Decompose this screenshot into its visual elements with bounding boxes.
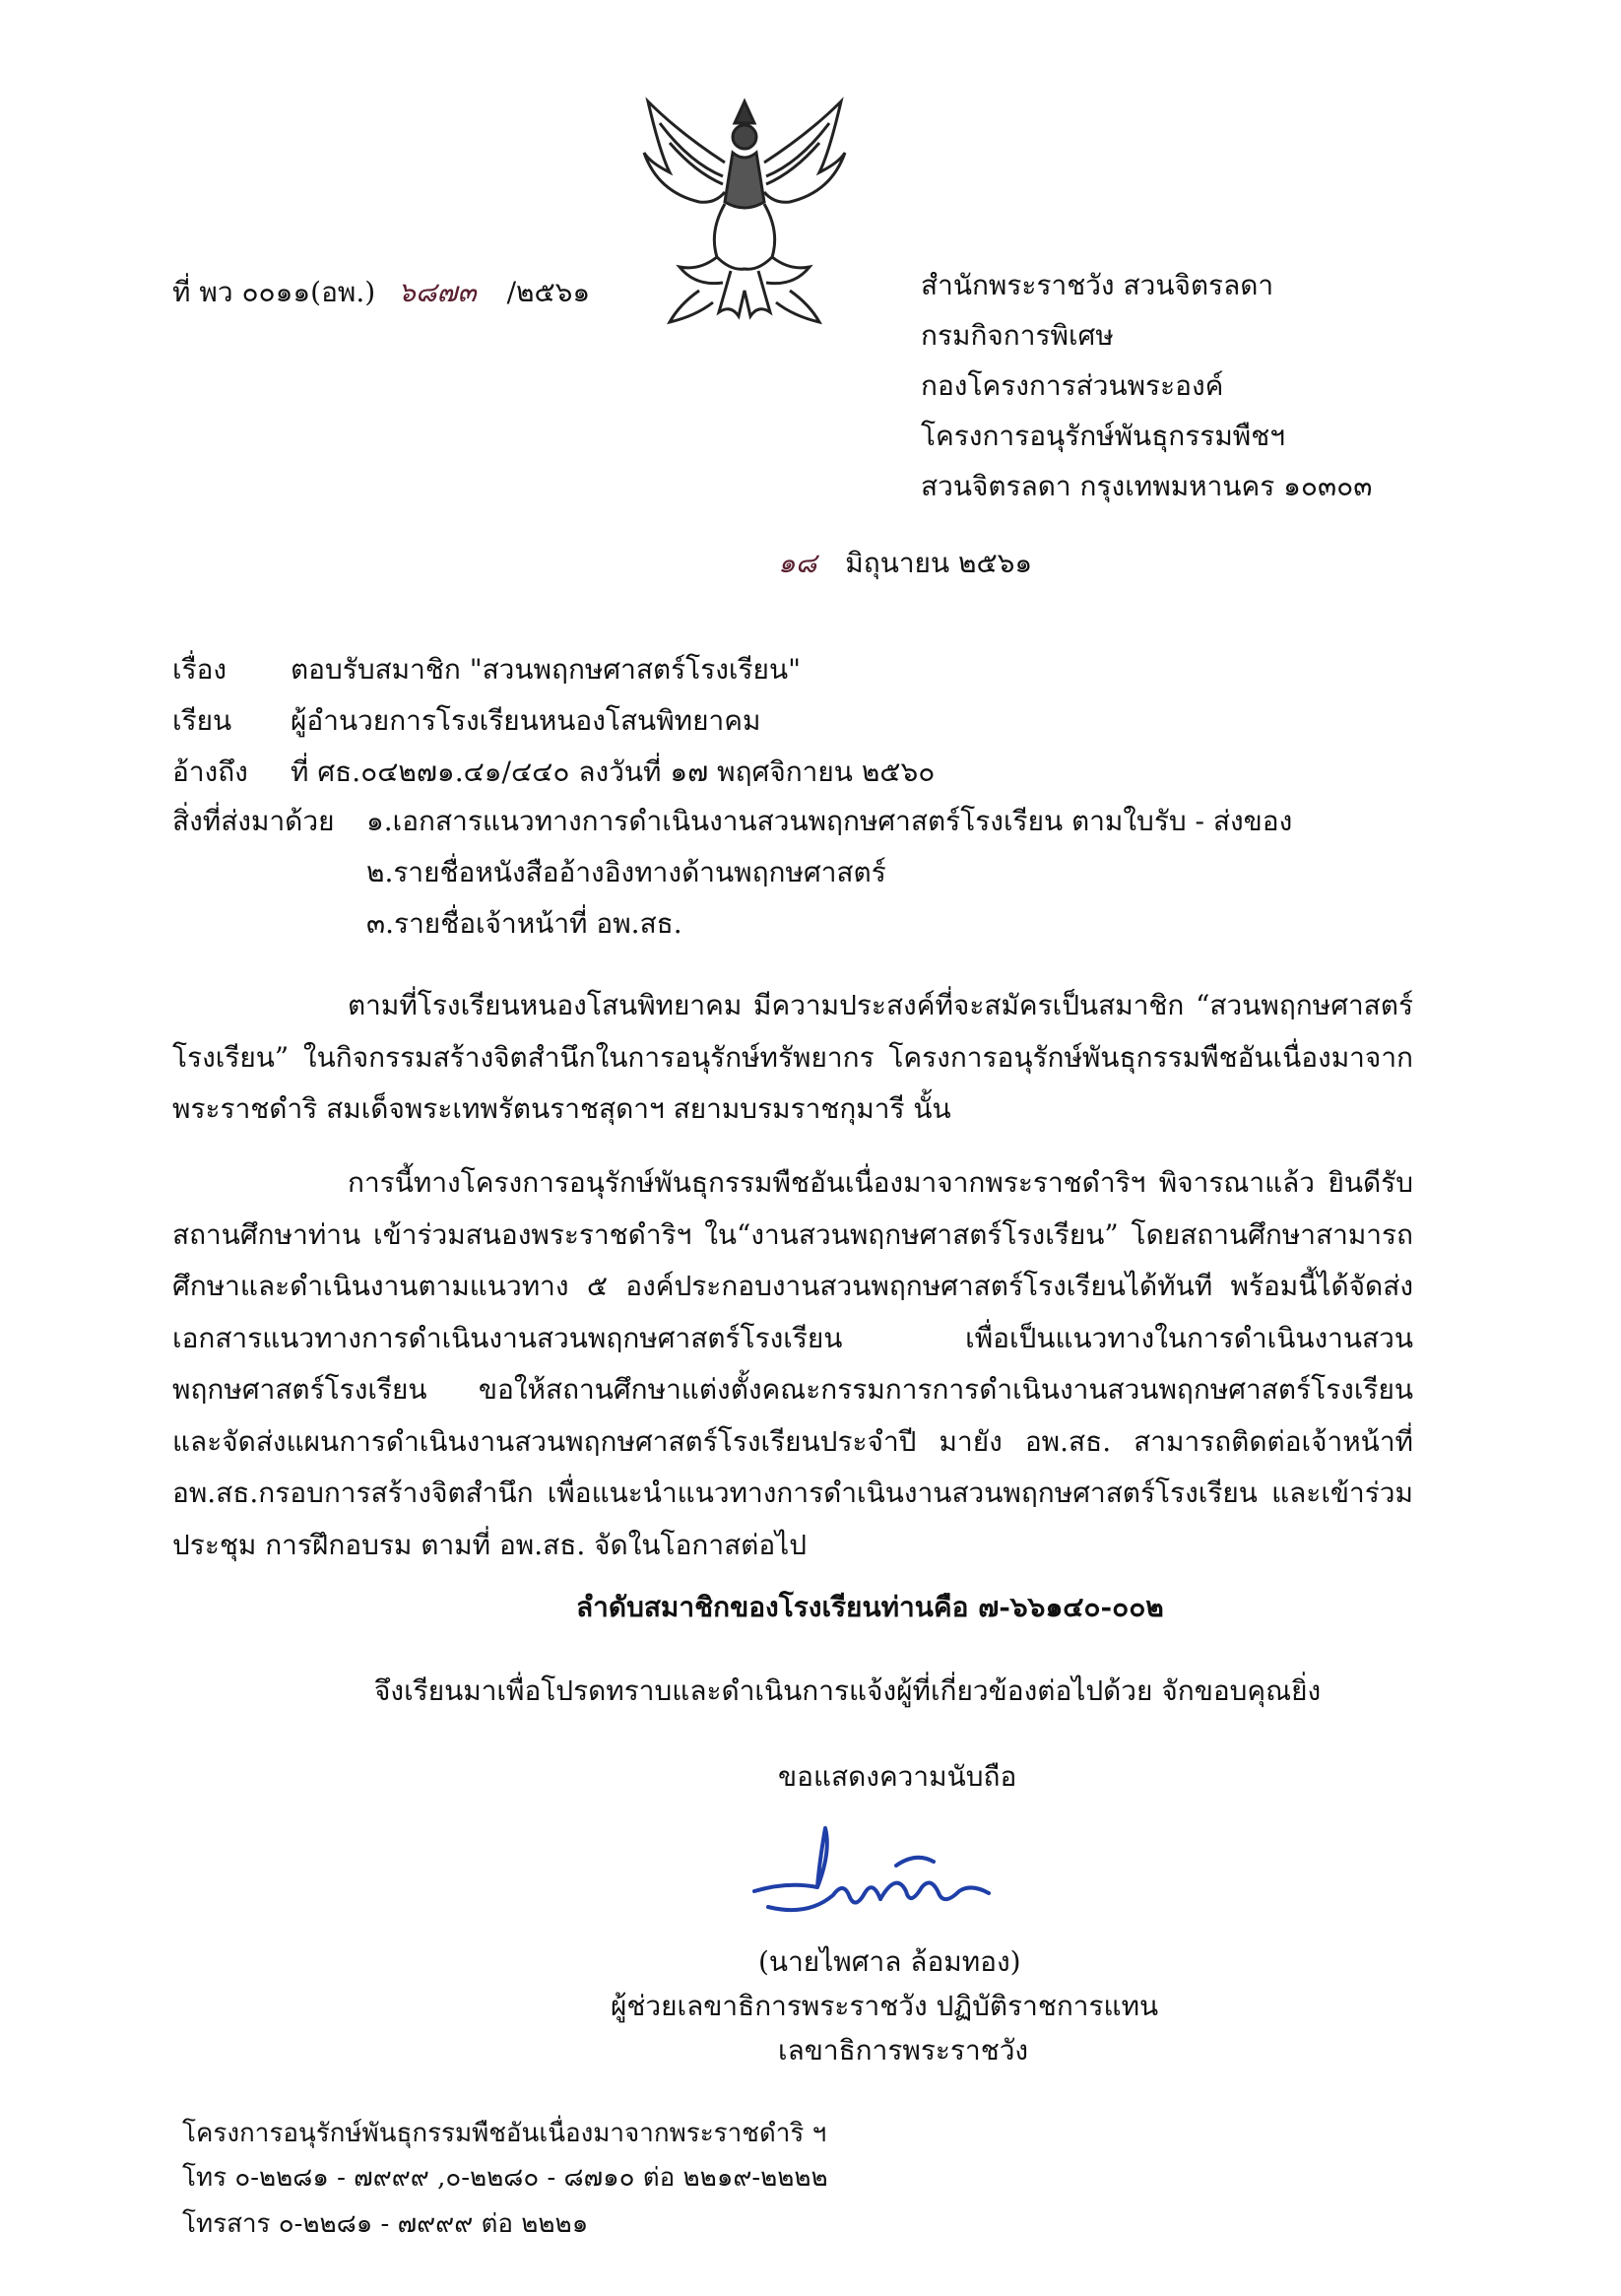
sender-address-line-3: กองโครงการส่วนพระองค์ <box>921 369 1224 402</box>
recipient-label: เรียน <box>172 704 232 737</box>
reference-value: ที่ ศธ.๐๔๒๗๑.๔๑/๔๔๐ ลงวันที่ ๑๗ พฤศจิกายน ๒๕๖๐ <box>291 755 936 788</box>
reference-number-line <box>172 271 590 314</box>
paragraph-1-text: ตามที่โรงเรียนหนองโสนพิทยาคม มีความประสงค์ที่จะสมัครเป็นสมาชิก “สวนพฤกษศาสตร์โรงเรียน” ในกิจกรรมสร้างจิตสำนึกในการอนุรักษ์ทรัพยากร โครงการอนุรักษ์พันธุกรรมพืชอันเนื่องมาจากพระราชดำริ สมเด็จพระเทพรัตนราชสุดาฯ สยามบรมราชกุมารี นั้น <box>172 989 1413 1125</box>
ref-prefix: ที่ พว ๐๐๑๑(อพ.) <box>172 276 376 308</box>
enclosure-item-1: ๑.เอกสารแนวทางการดำเนินงานสวนพฤกษศาสตร์โรงเรียน ตามใบรับ - ส่งของ <box>366 805 1293 837</box>
ref-year: /๒๕๖๑ <box>506 276 591 308</box>
sender-address-line-1: สำนักพระราชวัง สวนจิตรลดา <box>921 269 1274 301</box>
recipient-value: ผู้อำนวยการโรงเรียนหนองโสนพิทยาคม <box>291 704 761 737</box>
date-day-handwritten: ๑๘ <box>778 547 817 579</box>
signatory-title-line-2: เลขาธิการพระราชวัง <box>778 2034 1029 2066</box>
sender-address-line-5: สวนจิตรลดา กรุงเทพมหานคร ๑๐๓๐๓ <box>921 470 1373 502</box>
closing-salutation: ขอแสดงความนับถือ <box>778 1760 1017 1793</box>
body-paragraph-2 <box>172 1157 1413 1571</box>
subject-value: ตอบรับสมาชิก "สวนพฤกษศาสตร์โรงเรียน" <box>291 653 801 686</box>
footer-organization: โครงการอนุรักษ์พันธุกรรมพืชอันเนื่องมาจากพระราชดำริ ฯ <box>182 2119 827 2148</box>
reference-label: อ้างถึง <box>172 755 248 788</box>
signatory-name: (นายไพศาล ล้อมทอง) <box>758 1945 1021 1978</box>
paragraph-2-text: การนี้ทางโครงการอนุรักษ์พันธุกรรมพืชอันเนื่องมาจากพระราชดำริฯ พิจารณาแล้ว ยินดีรับสถานศึกษาท่าน เข้าร่วมสนองพระราชดำริฯ ใน“งานสวนพฤกษศาสตร์โรงเรียน” โดยสถานศึกษาสามารถศึกษาและดำเนินงานตามแนวทาง ๕ องค์ประกอบงานสวนพฤกษศาสตร์โรงเรียนได้ทันที พร้อมนี้ได้จัดส่งเอกสารแนวทางการดำเนินงานสวนพฤกษศาสตร์โรงเรียน เพื่อเป็นแนวทางในการดำเนินงานสวนพฤกษศาสตร์โรงเรียน ขอให้สถานศึกษาแต่งตั้งคณะกรรมการการดำเนินงานสวนพฤกษศาสตร์โรงเรียน และจัดส่งแผนการดำเนินงานสวนพฤกษศาสตร์โรงเรียนประจำปี มายัง อพ.สธ. สามารถติดต่อเจ้าหน้าที่ อพ.สธ.กรอบการสร้างจิตสำนึก เพื่อแนะนำแนวทางการดำเนินงานสวนพฤกษศาสตร์โรงเรียน และเข้าร่วมประชุม การฝึกอบรม ตามที่ อพ.สธ. จัดในโอกาสต่อไป <box>172 1166 1413 1561</box>
subject-label: เรื่อง <box>172 653 227 686</box>
date-month-year: มิถุนายน ๒๕๖๑ <box>845 547 1033 579</box>
footer-fax: โทรสาร ๐-๒๒๘๑ - ๗๙๙๙ ต่อ ๒๒๒๑ <box>182 2209 589 2239</box>
body-paragraph-1 <box>172 980 1413 1136</box>
enclosures-label: สิ่งที่ส่งมาด้วย <box>172 805 335 837</box>
signatory-title-line-1: ผู้ช่วยเลขาธิการพระราชวัง ปฏิบัติราชการแทน <box>611 1990 1159 2022</box>
ref-number-handwritten: ๖๘๗๓ <box>398 276 477 308</box>
sender-address-line-4: โครงการอนุรักษ์พันธุกรรมพืชฯ <box>921 420 1285 452</box>
closing-request: จึงเรียนมาเพื่อโปรดทราบและดำเนินการแจ้งผู้ที่เกี่ยวข้องต่อไปด้วย จักขอบคุณยิ่ง <box>374 1674 1322 1707</box>
garuda-emblem-icon <box>640 94 849 330</box>
enclosure-item-2: ๒.รายชื่อหนังสืออ้างอิงทางด้านพฤกษศาสตร์ <box>366 856 886 888</box>
letter-date <box>778 542 1032 585</box>
handwritten-signature-icon <box>748 1822 995 1931</box>
enclosure-item-3: ๓.รายชื่อเจ้าหน้าที่ อพ.สธ. <box>366 907 682 940</box>
member-number: ลำดับสมาชิกของโรงเรียนท่านคือ ๗-๖๖๑๔๐-๐๐๒ <box>576 1591 1164 1623</box>
sender-address-line-2: กรมกิจการพิเศษ <box>921 319 1114 352</box>
footer-phone: โทร ๐-๒๒๘๑ - ๗๙๙๙ ,๐-๒๒๘๐ - ๘๗๑๐ ต่อ ๒๒๑๙-๒๒๒๒ <box>182 2163 828 2193</box>
